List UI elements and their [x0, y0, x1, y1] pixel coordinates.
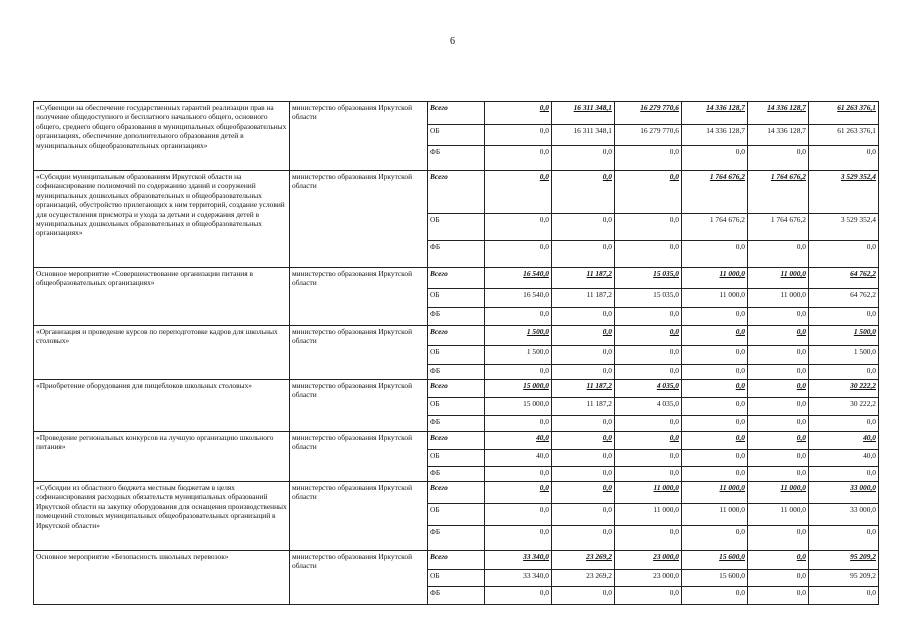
amount-cell: 0,0: [682, 398, 748, 416]
amount-cell: 23 000,0: [615, 551, 682, 570]
amount-cell: 0,0: [615, 346, 682, 365]
event-description: «Субсидии муниципальным образованиям Иркутской области на софинансирование полномочий по содержанию зданий и сооружений муниципальных дошкольных образовательных и общеобразовательных организаций, обустройство прилегающих к ним территорий, создание условий для осуществления присмотра и ухода за детьми и содержания детей в муниципальных дошкольных образовательных и общеобразовательных организациях»: [34, 171, 290, 268]
amount-cell: 0,0: [485, 467, 552, 482]
amount-cell: 0,0: [485, 241, 552, 268]
amount-cell: 15 600,0: [682, 551, 748, 570]
amount-cell: 0,0: [552, 308, 615, 326]
amount-cell: 0,0: [748, 587, 809, 605]
amount-cell: 16 279 770,6: [615, 125, 682, 146]
amount-cell: 0,0: [485, 365, 552, 380]
funding-source-label: ФБ: [428, 587, 485, 605]
amount-cell: 14 336 128,7: [682, 125, 748, 146]
amount-cell: 0,0: [809, 308, 879, 326]
amount-cell: 64 762,2: [809, 268, 879, 289]
amount-cell: 61 263 376,1: [809, 125, 879, 146]
amount-cell: 95 209,2: [809, 570, 879, 587]
amount-cell: 23 269,2: [552, 551, 615, 570]
table-row: [34, 171, 879, 214]
amount-cell: 4 035,0: [615, 380, 682, 398]
funding-source-label: Всего: [428, 380, 485, 398]
amount-cell: 1 764 676,2: [748, 214, 809, 241]
funding-source-label: Всего: [428, 551, 485, 570]
amount-cell: 0,0: [809, 467, 879, 482]
amount-cell: 11 187,2: [552, 380, 615, 398]
amount-cell: 0,0: [682, 365, 748, 380]
amount-cell: 0,0: [748, 380, 809, 398]
amount-cell: 0,0: [615, 214, 682, 241]
responsible-organization: министерство образования Иркутской области: [290, 102, 428, 171]
amount-cell: 0,0: [809, 146, 879, 171]
amount-cell: 1 764 676,2: [682, 214, 748, 241]
event-description: «Субсидии из областного бюджета местным бюджетам в целях софинансирования расходных обязательств муниципальных образований Иркутской области на закупку оборудования для оснащения производственных помещений столовых муниципальных общеобразовательных организаций в Иркутской области»: [34, 482, 290, 551]
amount-cell: 0,0: [485, 308, 552, 326]
funding-source-label: Всего: [428, 432, 485, 450]
amount-cell: 0,0: [615, 467, 682, 482]
amount-cell: 11 000,0: [748, 289, 809, 308]
amount-cell: 40,0: [485, 432, 552, 450]
funding-source-label: ОБ: [428, 398, 485, 416]
page-number: 6: [450, 36, 455, 47]
amount-cell: 0,0: [809, 587, 879, 605]
amount-cell: 0,0: [682, 432, 748, 450]
funding-source-label: ФБ: [428, 241, 485, 268]
amount-cell: 0,0: [615, 526, 682, 551]
amount-cell: 11 000,0: [682, 268, 748, 289]
amount-cell: 11 187,2: [552, 289, 615, 308]
amount-cell: 0,0: [552, 346, 615, 365]
amount-cell: 11 000,0: [615, 482, 682, 504]
responsible-organization: министерство образования Иркутской области: [290, 326, 428, 380]
amount-cell: 0,0: [485, 416, 552, 432]
funding-source-label: ОБ: [428, 450, 485, 467]
amount-cell: 0,0: [615, 241, 682, 268]
amount-cell: 14 336 128,7: [748, 125, 809, 146]
funding-source-label: ОБ: [428, 125, 485, 146]
amount-cell: 0,0: [552, 450, 615, 467]
amount-cell: 0,0: [485, 171, 552, 214]
funding-source-label: Всего: [428, 171, 485, 214]
amount-cell: 40,0: [485, 450, 552, 467]
amount-cell: 0,0: [552, 214, 615, 241]
amount-cell: 23 000,0: [615, 570, 682, 587]
event-description: «Организация и проведение курсов по переподготовке кадров для школьных столовых»: [34, 326, 290, 380]
amount-cell: 0,0: [552, 365, 615, 380]
amount-cell: 30 222,2: [809, 398, 879, 416]
amount-cell: 1 500,0: [809, 326, 879, 346]
event-description: «Приобретение оборудования для пищеблоков школьных столовых»: [34, 380, 290, 432]
amount-cell: 0,0: [615, 365, 682, 380]
amount-cell: 0,0: [615, 587, 682, 605]
amount-cell: 0,0: [748, 346, 809, 365]
amount-cell: 0,0: [748, 432, 809, 450]
amount-cell: 0,0: [615, 308, 682, 326]
amount-cell: 30 222,2: [809, 380, 879, 398]
amount-cell: 0,0: [682, 526, 748, 551]
amount-cell: 0,0: [615, 171, 682, 214]
amount-cell: 33 000,0: [809, 504, 879, 526]
amount-cell: 0,0: [748, 526, 809, 551]
amount-cell: 11 000,0: [682, 482, 748, 504]
funding-source-label: Всего: [428, 268, 485, 289]
amount-cell: 0,0: [552, 432, 615, 450]
amount-cell: 61 263 376,1: [809, 102, 879, 125]
funding-source-label: Всего: [428, 326, 485, 346]
amount-cell: 0,0: [748, 308, 809, 326]
amount-cell: 0,0: [682, 308, 748, 326]
table-row: [34, 102, 879, 125]
amount-cell: 0,0: [552, 467, 615, 482]
amount-cell: 0,0: [485, 125, 552, 146]
event-description: «Субвенции на обеспечение государственных гарантий реализации прав на получение общедоступного и бесплатного начального общего, основного общего, среднего общего образования в муниципальных общеобразовательных организациях, обеспечение дополнительного образования детей в муниципальных общеобразовательных организациях»: [34, 102, 290, 171]
funding-source-label: ОБ: [428, 346, 485, 365]
budget-table: [33, 101, 879, 605]
funding-source-label: ФБ: [428, 467, 485, 482]
event-description: «Проведение региональных конкурсов на лучшую организацию школьного питания»: [34, 432, 290, 482]
amount-cell: 0,0: [809, 416, 879, 432]
amount-cell: 11 187,2: [552, 268, 615, 289]
amount-cell: 11 187,2: [552, 398, 615, 416]
table-row: [34, 551, 879, 570]
amount-cell: 0,0: [682, 326, 748, 346]
amount-cell: 95 209,2: [809, 551, 879, 570]
amount-cell: 15 035,0: [615, 268, 682, 289]
amount-cell: 11 000,0: [748, 504, 809, 526]
funding-source-label: ФБ: [428, 308, 485, 326]
table-row: [34, 432, 879, 450]
amount-cell: 33 340,0: [485, 570, 552, 587]
amount-cell: 16 311 348,1: [552, 102, 615, 125]
amount-cell: 16 311 348,1: [552, 125, 615, 146]
responsible-organization: министерство образования Иркутской области: [290, 380, 428, 432]
amount-cell: 1 500,0: [809, 346, 879, 365]
amount-cell: 0,0: [748, 570, 809, 587]
amount-cell: 15 035,0: [615, 289, 682, 308]
amount-cell: 0,0: [748, 326, 809, 346]
responsible-organization: министерство образования Иркутской области: [290, 432, 428, 482]
amount-cell: 16 540,0: [485, 289, 552, 308]
amount-cell: 0,0: [615, 432, 682, 450]
amount-cell: 0,0: [615, 326, 682, 346]
amount-cell: 0,0: [552, 504, 615, 526]
funding-source-label: ОБ: [428, 289, 485, 308]
amount-cell: 0,0: [552, 326, 615, 346]
amount-cell: 0,0: [485, 146, 552, 171]
amount-cell: 0,0: [552, 482, 615, 504]
amount-cell: 0,0: [809, 365, 879, 380]
responsible-organization: министерство образования Иркутской области: [290, 171, 428, 268]
amount-cell: 0,0: [552, 241, 615, 268]
table-row: [34, 380, 879, 398]
funding-source-label: Всего: [428, 482, 485, 504]
amount-cell: 0,0: [682, 241, 748, 268]
event-description: Основное мероприятие «Совершенствование организации питания в общеобразовательных организациях»: [34, 268, 290, 326]
amount-cell: 16 540,0: [485, 268, 552, 289]
amount-cell: 33 000,0: [809, 482, 879, 504]
amount-cell: 23 269,2: [552, 570, 615, 587]
amount-cell: 0,0: [485, 504, 552, 526]
amount-cell: 14 336 128,7: [682, 102, 748, 125]
amount-cell: 11 000,0: [748, 268, 809, 289]
funding-source-label: ФБ: [428, 365, 485, 380]
amount-cell: 0,0: [615, 450, 682, 467]
amount-cell: 0,0: [485, 102, 552, 125]
amount-cell: 3 529 352,4: [809, 214, 879, 241]
amount-cell: 0,0: [682, 346, 748, 365]
amount-cell: 11 000,0: [682, 504, 748, 526]
amount-cell: 4 035,0: [615, 398, 682, 416]
amount-cell: 3 529 352,4: [809, 171, 879, 214]
amount-cell: 0,0: [485, 587, 552, 605]
amount-cell: 0,0: [682, 146, 748, 171]
amount-cell: 1 500,0: [485, 326, 552, 346]
amount-cell: 0,0: [682, 450, 748, 467]
amount-cell: 1 764 676,2: [748, 171, 809, 214]
amount-cell: 0,0: [748, 241, 809, 268]
funding-source-label: ФБ: [428, 526, 485, 551]
funding-source-label: ОБ: [428, 504, 485, 526]
amount-cell: 0,0: [682, 380, 748, 398]
amount-cell: 0,0: [748, 416, 809, 432]
amount-cell: 1 500,0: [485, 346, 552, 365]
amount-cell: 15 000,0: [485, 398, 552, 416]
amount-cell: 0,0: [748, 467, 809, 482]
table-row: [34, 326, 879, 346]
amount-cell: 0,0: [552, 171, 615, 214]
amount-cell: 0,0: [485, 526, 552, 551]
amount-cell: 1 764 676,2: [682, 171, 748, 214]
funding-source-label: Всего: [428, 102, 485, 125]
amount-cell: 0,0: [748, 398, 809, 416]
table-row: [34, 268, 879, 289]
amount-cell: 0,0: [748, 365, 809, 380]
responsible-organization: министерство образования Иркутской области: [290, 551, 428, 605]
amount-cell: 16 279 770,6: [615, 102, 682, 125]
amount-cell: 11 000,0: [682, 289, 748, 308]
amount-cell: 0,0: [748, 551, 809, 570]
amount-cell: 11 000,0: [615, 504, 682, 526]
event-description: Основное мероприятие «Безопасность школьных перевозок»: [34, 551, 290, 605]
amount-cell: 0,0: [748, 450, 809, 467]
amount-cell: 64 762,2: [809, 289, 879, 308]
amount-cell: 40,0: [809, 450, 879, 467]
amount-cell: 11 000,0: [748, 482, 809, 504]
amount-cell: 0,0: [552, 587, 615, 605]
amount-cell: 0,0: [682, 587, 748, 605]
amount-cell: 0,0: [615, 146, 682, 171]
amount-cell: 0,0: [682, 416, 748, 432]
amount-cell: 0,0: [552, 146, 615, 171]
table-row: [34, 482, 879, 504]
amount-cell: 0,0: [485, 214, 552, 241]
funding-source-label: ОБ: [428, 214, 485, 241]
funding-source-label: ФБ: [428, 146, 485, 171]
amount-cell: 15 600,0: [682, 570, 748, 587]
amount-cell: 0,0: [485, 482, 552, 504]
amount-cell: 0,0: [748, 146, 809, 171]
responsible-organization: министерство образования Иркутской области: [290, 268, 428, 326]
funding-source-label: ФБ: [428, 416, 485, 432]
amount-cell: 0,0: [552, 526, 615, 551]
amount-cell: 33 340,0: [485, 551, 552, 570]
amount-cell: 14 336 128,7: [748, 102, 809, 125]
amount-cell: 0,0: [682, 467, 748, 482]
amount-cell: 0,0: [615, 416, 682, 432]
responsible-organization: министерство образования Иркутской области: [290, 482, 428, 551]
amount-cell: 15 000,0: [485, 380, 552, 398]
amount-cell: 0,0: [809, 526, 879, 551]
amount-cell: 0,0: [809, 241, 879, 268]
funding-source-label: ОБ: [428, 570, 485, 587]
amount-cell: 0,0: [552, 416, 615, 432]
amount-cell: 40,0: [809, 432, 879, 450]
